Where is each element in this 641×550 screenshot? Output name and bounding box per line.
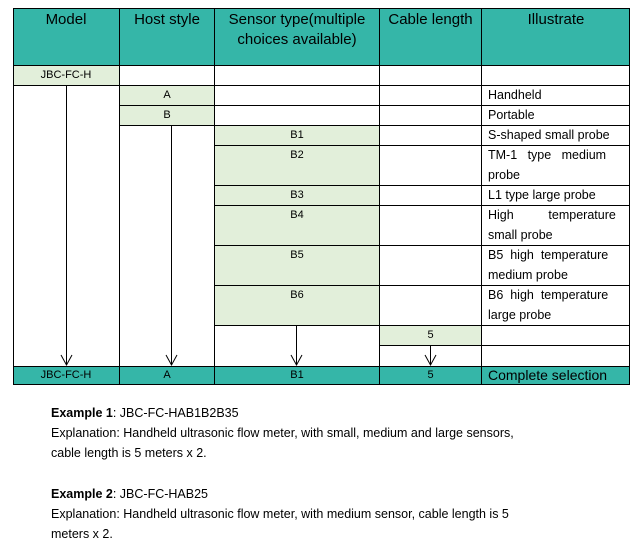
sensor-desc-b4-line2: small probe — [488, 227, 553, 242]
sensor-code-b3: B3 — [215, 186, 379, 205]
sensor-desc-b1: S-shaped small probe — [488, 128, 610, 142]
sensor-desc-b2-line1: TM-1 type medium — [488, 148, 607, 162]
model-code-cell: JBC-FC-H — [13, 65, 119, 85]
example-2-title: Example 2 — [51, 487, 113, 501]
example-1-code: : JBC-FC-HAB1B2B35 — [112, 406, 239, 420]
header-cable-length: Cable length — [380, 10, 481, 30]
sensor-desc-b4-line1: High temperature — [488, 208, 616, 222]
sensor-desc-b6-line1: B6 high temperature — [488, 288, 609, 302]
header-model: Model — [13, 10, 119, 30]
sensor-desc-b2-line2: probe — [488, 167, 520, 182]
table-grid — [13, 8, 630, 385]
host-desc-handheld: Handheld — [488, 88, 542, 102]
example-2-code: : JBC-FC-HAB25 — [112, 487, 208, 501]
example-1-line2: cable length is 5 meters x 2. — [51, 446, 207, 460]
sensor-desc-b5-line2: medium probe — [488, 267, 568, 282]
sensor-desc-b6-line2: large probe — [488, 307, 552, 322]
example-2 — [51, 484, 509, 544]
sensor-code-b2: B2 — [215, 146, 379, 185]
cable-code-cell: 5 — [380, 326, 481, 345]
example-2-line1: Explanation: Handheld ultrasonic flow meter, with medium sensor, cable length is 5 — [51, 507, 509, 521]
host-desc-portable: Portable — [488, 108, 535, 122]
sensor-code-b6: B6 — [215, 286, 379, 325]
sensor-code-b5: B5 — [215, 246, 379, 285]
example-2-heading — [51, 484, 509, 504]
example-1 — [51, 403, 514, 463]
sensor-code-b4: B4 — [215, 206, 379, 245]
header-sensor-type-line1: Sensor type(multiple — [228, 11, 366, 28]
example-1-heading — [51, 403, 514, 423]
host-code-b: B — [120, 106, 214, 125]
model-selection-table — [13, 8, 630, 385]
footer-sensor: B1 — [215, 367, 379, 383]
host-code-a: A — [120, 86, 214, 105]
header-sensor-type-line2: choices available) — [237, 31, 357, 48]
example-1-title: Example 1 — [51, 406, 113, 420]
footer-complete-selection: Complete selection — [482, 367, 630, 383]
example-1-line1: Explanation: Handheld ultrasonic flow meter, with small, medium and large sensors, — [51, 426, 514, 440]
sensor-code-b1: B1 — [215, 126, 379, 145]
sensor-desc-b3: L1 type large probe — [488, 188, 596, 202]
footer-host: A — [120, 367, 214, 383]
table-border — [14, 9, 630, 385]
example-2-line2: meters x 2. — [51, 527, 113, 541]
header-host-style: Host style — [120, 10, 214, 30]
footer-model: JBC-FC-H — [13, 367, 119, 383]
footer-cable: 5 — [380, 367, 481, 383]
header-illustrate: Illustrate — [482, 10, 630, 30]
sensor-desc-b5-line1: B5 high temperature — [488, 248, 609, 262]
